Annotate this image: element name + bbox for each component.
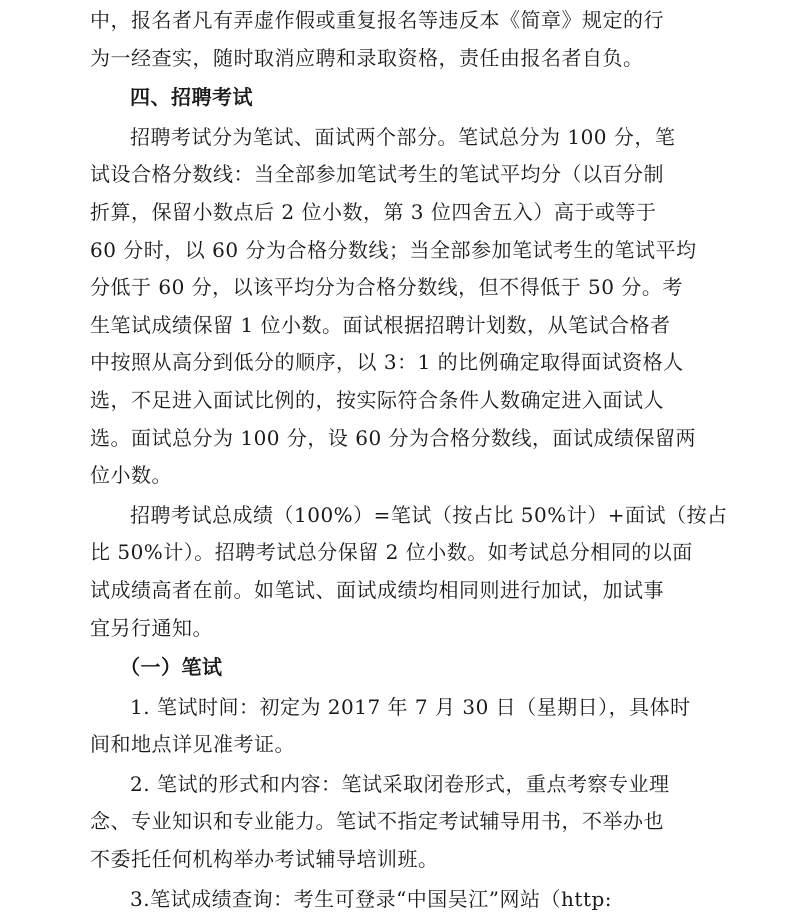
subsection-heading-written-exam: （一）笔试 <box>120 655 223 680</box>
text-line: 折算，保留小数点后 2 位小数，第 3 位四舍五入）高于或等于 <box>90 199 657 224</box>
total-score-paragraph <box>90 497 728 647</box>
text-line: 位小数。 <box>90 463 172 488</box>
text-line: 间和地点详见准考证。 <box>90 732 295 757</box>
text-line: 60 分时，以 60 分为合格分数线；当全部参加笔试考生的笔试平均 <box>90 237 697 262</box>
text-line: 比 50%计）。招聘考试总分保留 2 位小数。如考试总分相同的以面 <box>90 540 693 565</box>
text-line: 招聘考试总成绩（100%）=笔试（按占比 50%计）+面试（按占 <box>130 502 728 527</box>
section-heading-recruitment-exam: 四、招聘考试 <box>130 85 253 110</box>
text-line: 念、专业知识和专业能力。笔试不指定考试辅导用书，不举办也 <box>90 809 664 834</box>
text-line: 2. 笔试的形式和内容：笔试采取闭卷形式，重点考察专业理 <box>130 771 670 796</box>
text-line: 不委托任何机构举办考试辅导培训班。 <box>90 847 439 872</box>
text-line: 试成绩高者在前。如笔试、面试成绩均相同则进行加试，加试事 <box>90 577 664 602</box>
written-exam-time-item <box>90 689 700 764</box>
text-line: 1. 笔试时间：初定为 2017 年 7 月 30 日（星期日），具体时 <box>130 694 691 719</box>
text-line: 选，不足进入面试比例的，按实际符合条件人数确定进入面试人 <box>90 387 664 412</box>
written-exam-format-item <box>90 766 700 879</box>
written-exam-results-item <box>90 881 700 918</box>
text-line: 选。面试总分为 100 分，设 60 分为合格分数线，面试成绩保留两 <box>90 425 697 450</box>
text-line: 招聘考试分为笔试、面试两个部分。笔试总分为 100 分，笔 <box>130 124 676 149</box>
text-line: 宜另行通知。 <box>90 615 213 640</box>
text-line: 中按照从高分到低分的顺序，以 3：1 的比例确定取得面试资格人 <box>90 350 684 375</box>
text-line: 分低于 60 分，以该平均分为合格分数线，但不得低于 50 分。考 <box>90 275 683 300</box>
exam-scoring-paragraph <box>90 119 700 495</box>
text-line: 生笔试成绩保留 1 位小数。面试根据招聘计划数，从笔试合格者 <box>90 312 671 337</box>
intro-paragraph <box>90 2 700 77</box>
text-line: 中，报名者凡有弄虚作假或重复报名等违反本《简章》规定的行 <box>90 8 664 32</box>
document-body <box>90 2 728 918</box>
text-line: 3.笔试成绩查询：考生可登录“中国吴江”网站（http: <box>130 886 613 911</box>
text-line: 试设合格分数线：当全部参加笔试考生的笔试平均分（以百分制 <box>90 162 664 187</box>
text-line: 为一经查实，随时取消应聘和录取资格，责任由报名者自负。 <box>90 45 644 70</box>
